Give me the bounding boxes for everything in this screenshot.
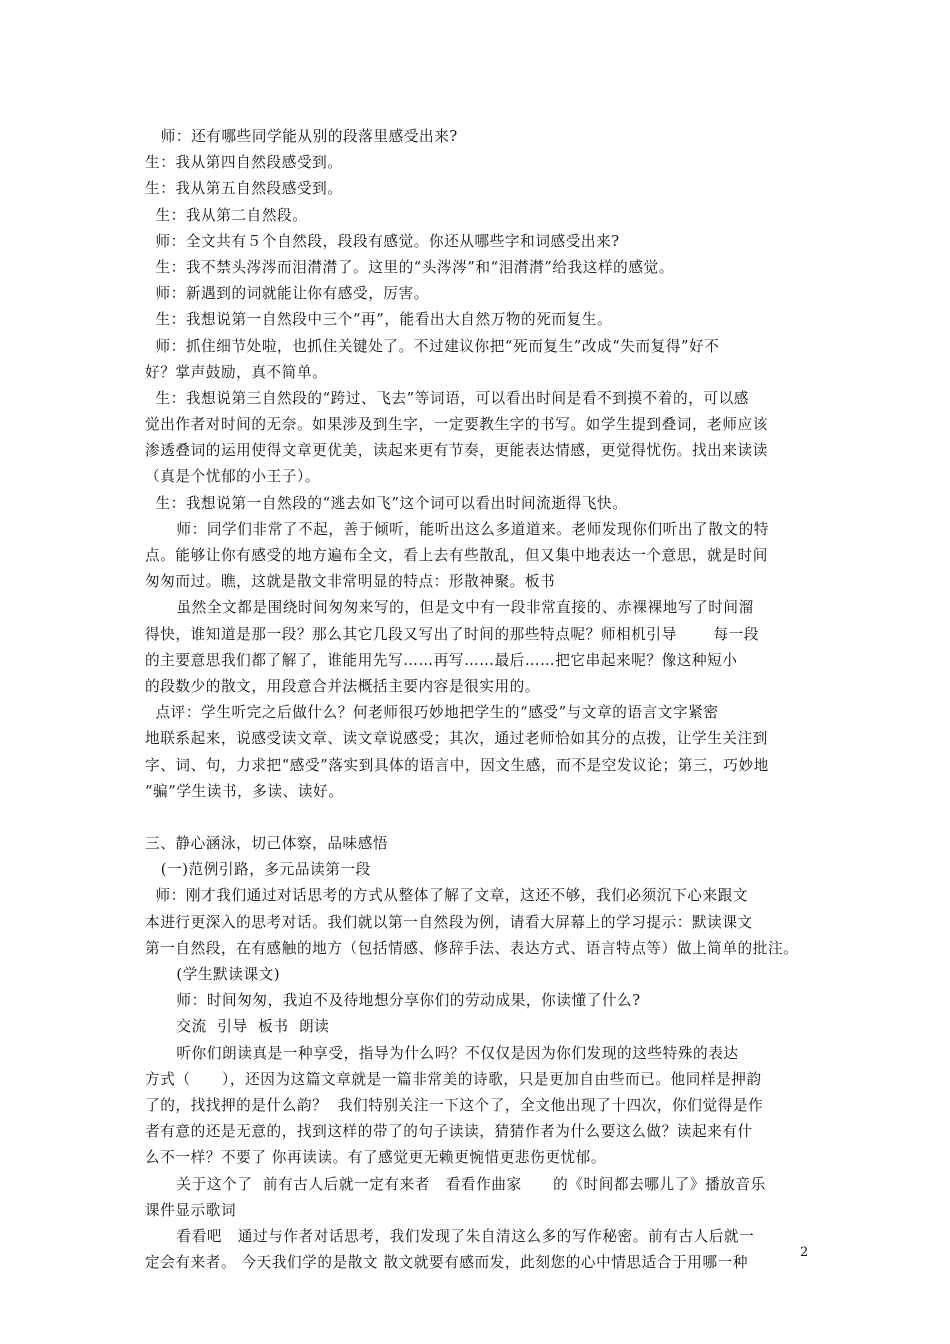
text-line: 师：同学们非常了不起，善于倾听，能听出这么多道道来。老师发现你们听出了散文的特: [145, 520, 769, 538]
text-line: (一)范例引路，多元品读第一段: [145, 861, 371, 879]
text-line: 三、静心涵泳，切己体察，品味感悟: [145, 835, 389, 853]
text-line: 方式（ ），还因为这篇文章就是一篇非常美的诗歌，只是更加自由些而已。他同样是押韵: [145, 1070, 762, 1088]
text-line: 交流 引导 板书 朗读: [145, 1018, 330, 1036]
text-line: 觉出作者对时间的无奈。如果涉及到生字，一定要教生字的书写。如学生提到叠词，老师应该: [145, 416, 768, 434]
text-line: 师：抓住细节处啦，也抓住关键处了。不过建议你把“死而复生”改成“失而复得”好不: [145, 337, 720, 355]
text-line: 生：我不禁头涔涔而泪潸潸了。这里的“头涔涔”和“泪潸潸”给我这样的感觉。: [145, 258, 674, 276]
text-line: 听你们朗读真是一种享受，指导为什么吗？不仅仅是因为你们发现的这些特殊的表达: [145, 1044, 739, 1062]
text-line: “骗”学生读书，多读、读好。: [145, 782, 344, 800]
blank-line: [145, 805, 825, 831]
text-line: 师：还有哪些同学能从别的段落里感受出来?: [145, 128, 458, 145]
text-line: 第一自然段，在有感触的地方（包括情感、修辞手法、表达方式、语言特点等）做上简单的批注。: [145, 939, 799, 957]
text-line: 的主要意思我们都了解了，谁能用先写……再写……最后……把它串起来呢？像这种短小: [145, 651, 738, 669]
text-line: 生：我从第四自然段感受到。: [145, 154, 343, 172]
text-line: 课件显示歌词: [145, 1201, 237, 1219]
text-line: 生：我想说第三自然段的“跨过、飞去”等词语，可以看出时间是看不到摸不着的，可以感: [145, 389, 749, 407]
text-line: 生：我从第二自然段。: [145, 206, 308, 224]
text-line: 么不一样？不要了 你再读读。有了感觉更无赖更惋惜更悲伤更忧郁。: [145, 1149, 607, 1167]
text-line: 者有意的还是无意的，找到这样的带了的句子读读，猜猜作者为什么要这么做？读起来有什: [145, 1123, 753, 1141]
text-line: 看看吧 通过与作者对话思考，我们发现了朱自清这么多的写作秘密。前有古人后就一: [145, 1227, 755, 1245]
text-line: 点评：学生听完之后做什么？何老师很巧妙地把学生的“感受”与文章的语言文字紧密: [145, 704, 719, 722]
text-line: 定会有来者。 今天我们学的是散文 散文就要有感而发，此刻您的心中情思适合于用哪一种: [145, 1254, 749, 1272]
text-line: 关于这个了 前有古人后就一定有来者 看看作曲家 的《时间都去哪儿了》播放音乐: [145, 1175, 766, 1193]
text-line: （真是个忧郁的小王子）。: [145, 468, 321, 486]
text-line: 生：我想说第一自然段中三个“再”，能看出大自然万物的死而复生。: [145, 311, 613, 329]
text-line: 本进行更深入的思考对话。我们就以第一自然段为例，请看大屏幕上的学习提示：默读课文: [145, 913, 753, 931]
text-line: 字、词、句，力求把“感受”落实到具体的语言中，因文生感，而不是空发议论；第三，巧妙地: [145, 756, 769, 774]
text-line: 师：全文共有５个自然段，段段有感觉。你还从哪些字和词感受出来?: [145, 232, 620, 250]
text-line: 生：我从第五自然段感受到。: [145, 180, 343, 198]
text-line: (学生默读课文): [145, 966, 281, 983]
text-line: 师：新遇到的词就能让你有感受，厉害。: [145, 285, 429, 303]
text-line: 好？掌声鼓励，真不简单。: [145, 363, 328, 381]
page-number: 2: [800, 1245, 809, 1260]
text-line: 生：我想说第一自然段的“逃去如飞”这个词可以看出时间流逝得飞快。: [145, 494, 628, 512]
text-line: 师：时间匆匆，我迫不及待地想分享你们的劳动成果，你读懂了什么?: [145, 992, 641, 1010]
text-line: 点。能够让你有感受的地方遍布全文，看上去有些散乱，但又集中地表达一个意思，就是时间: [145, 547, 768, 564]
text-line: 虽然全文都是围绕时间匆匆来写的，但是文中有一段非常直接的、赤裸裸地写了时间溜: [145, 599, 754, 617]
text-line: 了的，找找押的是什么韵？ 我们特别关注一下这个了，全文他出现了十四次，你们觉得是作: [145, 1096, 764, 1114]
text-line: 渗透叠词的运用使得文章更优美，读起来更有节奏，更能表达情感，更觉得忧伤。找出来读读: [145, 442, 768, 460]
document-body: [145, 124, 825, 1276]
text-line: 地联系起来，说感受读文章、读文章说感受；其次，通过老师恰如其分的点拨，让学生关注到: [145, 730, 768, 748]
text-line: 师：刚才我们通过对话思考的方式从整体了解了文章，这还不够，我们必须沉下心来跟文: [145, 887, 749, 905]
text-line: 的段数少的散文，用段意合并法概括主要内容是很实用的。: [145, 677, 541, 695]
text-line: 匆匆而过。瞧，这就是散文非常明显的特点：形散神聚。板书: [145, 573, 556, 591]
text-line: 得快，谁知道是那一段？那么其它几段又写出了时间的那些特点呢？师相机引导 每一段: [145, 625, 760, 643]
